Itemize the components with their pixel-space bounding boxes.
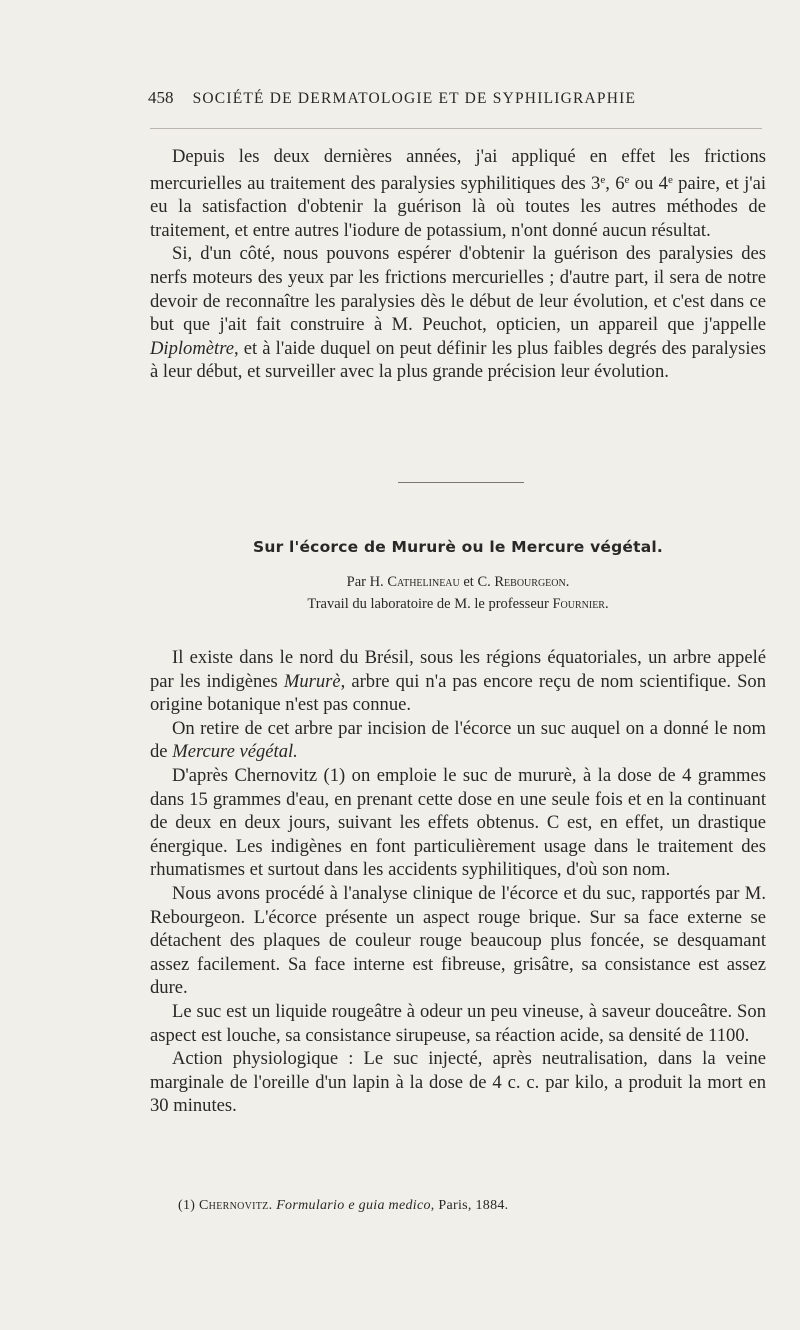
paragraph-suc: Le suc est un liquide rougeâtre à odeur un peu vineuse, à saveur douceâtre. Son aspect est louche, sa consistance sirupeuse, sa réaction acide, sa densité de 1100.	[150, 1000, 766, 1046]
article-title: Sur l'écorce de Mururè ou le Mercure végétal.	[252, 538, 664, 556]
section-mururé	[150, 646, 766, 1118]
paragraph-chernovitz: D'après Chernovitz (1) on emploie le suc de mururè, à la dose de 4 grammes dans 15 grammes d'eau, en prenant cette dose en une seule fois et en la continuant de deux en deux jours, suivant les effets obtenus. C est, en effet, un drastique énergique. Les indigènes en font particulièrement usage dans le traitement des rhumatismes et surtout dans les accidents syphilitiques, d'où son nom.	[150, 764, 766, 881]
paragraph-analyse: Nous avons procédé à l'analyse clinique de l'écorce et du suc, rapportés par M. Rebourgeon. L'écorce présente un aspect rouge brique. Sur sa face externe se détachent des plaques de couleur rouge beaucoup plus foncée, se desquamant assez facilement. Sa face interne est fibreuse, grisâtre, sa consistance est assez dure.	[150, 882, 766, 999]
paragraph-action-physiologique: Action physiologique : Le suc injecté, après neutralisation, dans la veine marginale de l'oreille d'un lapin à la dose de 4 c. c. par kilo, a produit la mort en 30 minutes.	[150, 1048, 766, 1117]
section-divider	[398, 482, 524, 483]
paragraph-mercure-vegetal: On retire de cet arbre par incision de l'écorce un suc auquel on a donné le nom de Mercure végétal.	[150, 717, 766, 763]
paragraph-frictions: Depuis les deux dernières années, j'ai appliqué en effet les frictions mercurielles au traitement des paralysies syphilitiques des 3e, 6e ou 4e paire, et j'ai eu la satisfaction d'obtenir la guérison là où toutes les autres méthodes de traitement, et entre autres l'iodure de potassium, n'ont donné aucun résultat.	[150, 146, 767, 241]
article-laboratory: Travail du laboratoire de M. le professeur Fournier.	[307, 596, 609, 612]
running-title: SOCIÉTÉ DE DERMATOLOGIE ET DE SYPHILIGRAPHIE	[192, 90, 637, 107]
footnote: (1) Chernovitz. Formulario e guia medico, Paris, 1884.	[178, 1198, 509, 1213]
paragraph-diplometre: Si, d'un côté, nous pouvons espérer d'obtenir la guérison des paralysies des nerfs moteurs des yeux par les frictions mercurielles ; d'autre part, il sera de notre devoir de reconnaître les paralysies dès le début de leur évolution, et c'est dans ce but que j'ait fait construire à M. Peuchot, opticien, un appareil que j'appelle Diplomètre, et à l'aide duquel on peut définir les plus faibles degrés des paralysies à leur début, et surveiller avec la plus grande précision leur évolution.	[150, 243, 766, 383]
header-rule	[150, 128, 762, 129]
paragraph-bresil: Il existe dans le nord du Brésil, sous les régions équatoriales, un arbre appelé par les indigènes Mururè, arbre qui n'a pas encore reçu de nom scientifique. Son origine botanique n'est pas connue.	[150, 647, 766, 716]
section-diplometre	[150, 145, 766, 384]
article-authors: Par H. Cathelineau et C. Rebourgeon.	[346, 574, 570, 590]
page-number: 458	[148, 88, 174, 107]
running-header	[148, 88, 708, 108]
